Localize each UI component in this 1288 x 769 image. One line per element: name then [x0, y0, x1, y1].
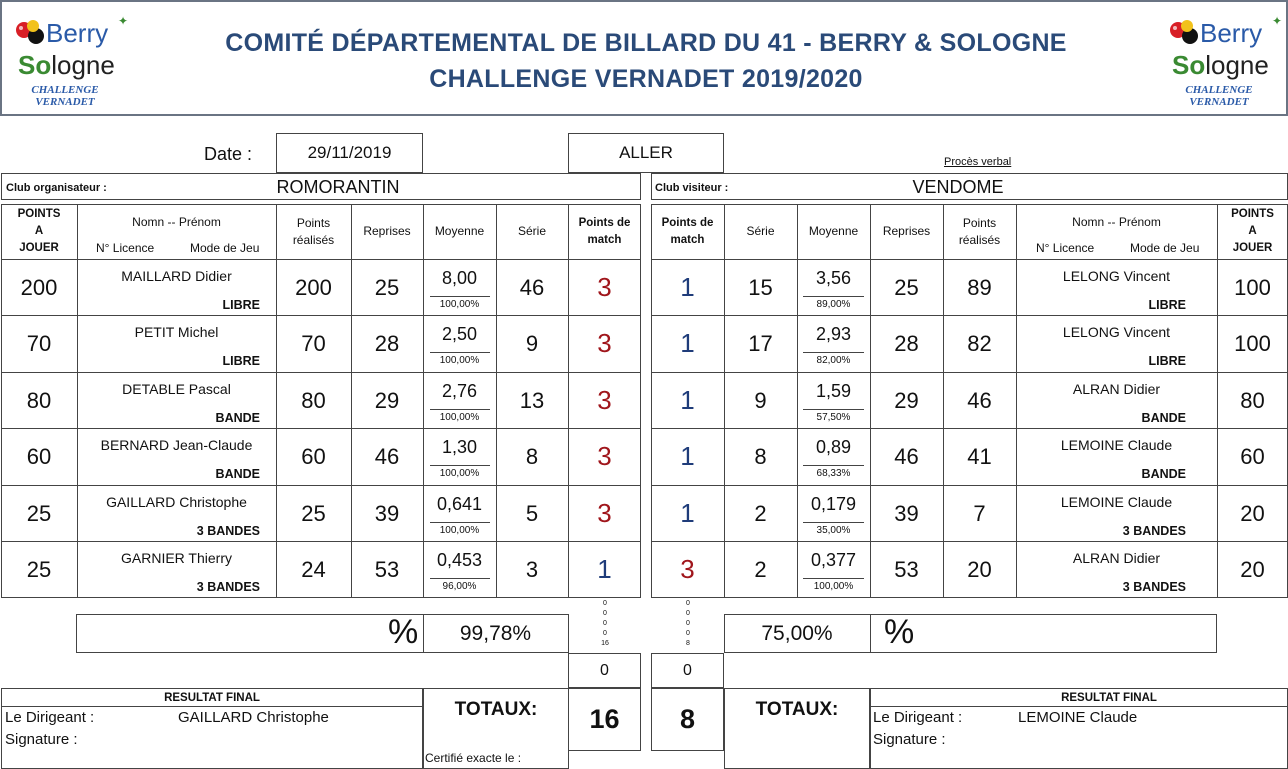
club-visiteur-label: Club visiteur :	[655, 182, 729, 194]
col-points-de-match-home: Points de match	[578, 216, 631, 246]
moyenne: 0,377	[810, 549, 857, 570]
proces-verbal-link[interactable]: Procès verbal	[944, 156, 1012, 168]
home-tiny-value: 0	[603, 600, 607, 607]
points-a-jouer: 20	[1240, 500, 1265, 526]
club-visiteur-row	[651, 173, 1288, 200]
points-realises: 20	[967, 556, 992, 582]
serie: 8	[754, 443, 767, 469]
serie: 17	[748, 330, 773, 356]
serie: 8	[525, 443, 539, 469]
points-de-match: 1	[680, 441, 695, 471]
reprises: 53	[894, 556, 919, 582]
col-points-a-jouer-home: POINTS A JOUER	[17, 208, 61, 254]
moyenne-pct: 100,00%	[813, 581, 854, 592]
col-serie-away: Série	[746, 224, 775, 238]
date-field: 29/11/2019	[276, 133, 423, 173]
moyenne: 0,179	[810, 493, 857, 514]
mode-de-jeu: BANDE	[1141, 411, 1186, 425]
points-de-match: 3	[597, 498, 612, 528]
club-visiteur-name: VENDOME	[912, 177, 1004, 197]
points-a-jouer: 100	[1234, 330, 1271, 356]
away-totaux-label: TOTAUX:	[755, 699, 839, 720]
player-name: BERNARD Jean-Claude	[100, 437, 253, 453]
moyenne: 1,30	[441, 436, 478, 457]
moyenne: 3,56	[815, 267, 852, 288]
home-tiny-value: 0	[603, 610, 607, 617]
points-realises: 60	[301, 443, 326, 469]
moyenne-pct: 68,33%	[816, 468, 851, 479]
points-realises: 46	[967, 387, 992, 413]
logo-sparkle-icon: ✦	[1272, 14, 1283, 28]
reprises: 46	[374, 443, 400, 469]
club-organisateur-name: ROMORANTIN	[276, 177, 400, 197]
away-pct-sign: %	[884, 613, 915, 651]
away-signature-label: Signature :	[873, 731, 946, 748]
reprises: 25	[374, 274, 400, 300]
moyenne-pct: 96,00%	[442, 581, 477, 592]
serie: 2	[754, 556, 767, 582]
mode-de-jeu: BANDE	[215, 467, 260, 481]
serie: 9	[525, 330, 539, 356]
page-title: COMITÉ DÉPARTEMENTAL DE BILLARD DU 41 - BERRY & SOLOGNE	[225, 29, 1067, 57]
moyenne: 0,453	[436, 549, 483, 570]
mode-de-jeu: LIBRE	[1148, 298, 1186, 312]
points-de-match: 1	[680, 498, 695, 528]
reprises: 39	[374, 500, 400, 526]
player-name: MAILLARD Didier	[121, 268, 232, 284]
home-signature-label: Signature :	[5, 731, 78, 748]
points-a-jouer: 80	[1240, 387, 1265, 413]
reprises: 28	[374, 330, 400, 356]
moyenne-pct: 100,00%	[439, 468, 480, 479]
home-dirigeant-name: GAILLARD Christophe	[178, 709, 329, 726]
mode-de-jeu: BANDE	[1141, 467, 1186, 481]
moyenne: 2,50	[441, 323, 478, 344]
mode-de-jeu: 3 BANDES	[1122, 580, 1186, 594]
logo-berry-text: Berry	[46, 18, 109, 48]
points-de-match: 1	[680, 385, 695, 415]
home-total: 16	[568, 688, 641, 751]
moyenne: 8,00	[441, 267, 478, 288]
col-mode-home: Mode de Jeu	[190, 241, 260, 255]
home-zero-cell: 0	[568, 653, 641, 688]
points-a-jouer: 70	[26, 330, 52, 356]
col-nom-prenom-home: Nomn -- Prénom	[132, 215, 221, 229]
reprises: 39	[894, 500, 919, 526]
home-tiny-value: 16	[601, 640, 609, 647]
player-name: LELONG Vincent	[1062, 324, 1171, 340]
moyenne-pct: 100,00%	[439, 525, 480, 536]
points-a-jouer: 200	[20, 274, 58, 300]
col-mode-away: Mode de Jeu	[1130, 241, 1200, 255]
moyenne-pct: 35,00%	[816, 525, 851, 536]
page-subtitle: CHALLENGE VERNADET 2019/2020	[429, 65, 863, 93]
away-total: 8	[651, 688, 724, 751]
serie: 9	[754, 387, 767, 413]
points-de-match: 3	[680, 554, 695, 584]
away-average-pct: 75,00%	[761, 621, 833, 645]
club-organisateur-label: Club organisateur :	[6, 182, 107, 194]
points-de-match: 1	[597, 554, 612, 584]
player-name: GAILLARD Christophe	[106, 494, 247, 510]
col-points-de-match-away: Points de match	[661, 216, 714, 246]
player-name: LEMOINE Claude	[1060, 494, 1173, 510]
away-tiny-value: 0	[686, 630, 690, 637]
points-a-jouer: 60	[26, 443, 52, 469]
logo-challenge-text: CHALLENGE VERNADET	[31, 84, 99, 108]
points-de-match: 1	[680, 328, 695, 358]
reprises: 53	[374, 556, 400, 582]
club-organisateur-row	[1, 173, 641, 200]
home-dirigeant-label: Le Dirigeant :	[5, 709, 95, 726]
mode-de-jeu: 3 BANDES	[1122, 524, 1186, 538]
moyenne-pct: 100,00%	[439, 412, 480, 423]
logo-sologne-text: Sologne	[18, 50, 115, 80]
reprises: 46	[894, 443, 919, 469]
col-reprises-home: Reprises	[363, 224, 411, 238]
home-average-pct: 99,78%	[459, 621, 532, 645]
player-name: LEMOINE Claude	[1060, 437, 1173, 453]
points-a-jouer: 20	[1240, 556, 1265, 582]
points-realises: 80	[301, 387, 326, 413]
player-name: ALRAN Didier	[1072, 381, 1161, 397]
reprises: 29	[894, 387, 919, 413]
mode-de-jeu: 3 BANDES	[196, 580, 260, 594]
away-tiny-value: 8	[686, 640, 690, 647]
player-name: GARNIER Thierry	[121, 550, 232, 566]
moyenne: 0,89	[815, 436, 852, 457]
points-a-jouer: 100	[1234, 274, 1271, 300]
mode-de-jeu: 3 BANDES	[196, 524, 260, 538]
col-licence-away: N° Licence	[1036, 241, 1095, 255]
serie: 15	[748, 274, 773, 300]
player-name: LELONG Vincent	[1062, 268, 1171, 284]
home-tiny-value: 0	[603, 620, 607, 627]
col-nom-prenom-away: Nomn -- Prénom	[1072, 215, 1161, 229]
moyenne: 2,76	[441, 380, 478, 401]
away-tiny-value: 0	[686, 610, 690, 617]
col-points-a-jouer-away: POINTS A JOUER	[1231, 208, 1274, 254]
page-header	[0, 0, 1288, 116]
reprises: 25	[894, 274, 919, 300]
col-moyenne-home: Moyenne	[434, 224, 485, 238]
leg-field: ALLER	[568, 133, 724, 173]
moyenne: 2,93	[815, 323, 852, 344]
mode-de-jeu: BANDE	[215, 411, 260, 425]
logo-sologne-text: Sologne	[1172, 50, 1269, 80]
player-name: ALRAN Didier	[1072, 550, 1161, 566]
points-a-jouer: 60	[1240, 443, 1265, 469]
points-de-match: 3	[597, 272, 612, 302]
points-a-jouer: 25	[26, 556, 52, 582]
serie: 3	[525, 556, 539, 582]
moyenne: 1,59	[815, 380, 852, 401]
moyenne-pct: 100,00%	[439, 355, 480, 366]
moyenne-pct: 100,00%	[439, 299, 480, 310]
certifie-label: Certifié exacte le :	[425, 751, 522, 765]
points-realises: 70	[301, 330, 326, 356]
moyenne-pct: 57,50%	[816, 412, 851, 423]
away-dirigeant-label: Le Dirigeant :	[873, 709, 963, 726]
away-resultat-final-label: RESULTAT FINAL	[1061, 692, 1157, 704]
away-tiny-value: 0	[686, 600, 690, 607]
away-zero-cell: 0	[651, 653, 724, 688]
mode-de-jeu: LIBRE	[222, 354, 260, 368]
home-resultat-final-label: RESULTAT FINAL	[164, 692, 260, 704]
home-totaux-label: TOTAUX:	[454, 699, 538, 720]
logo-challenge-text: CHALLENGE VERNADET	[1185, 84, 1253, 108]
col-serie-home: Série	[517, 224, 546, 238]
points-de-match: 3	[597, 441, 612, 471]
logo-berry-text: Berry	[1200, 18, 1263, 48]
player-name: PETIT Michel	[134, 324, 219, 340]
billiard-balls-icon	[1168, 18, 1202, 48]
home-pct-sign: %	[388, 613, 419, 651]
points-a-jouer: 25	[26, 500, 52, 526]
points-de-match: 3	[597, 328, 612, 358]
mode-de-jeu: LIBRE	[222, 298, 260, 312]
col-moyenne-away: Moyenne	[808, 224, 859, 238]
points-de-match: 1	[680, 272, 695, 302]
date-label: Date :	[203, 143, 253, 164]
col-reprises-away: Reprises	[882, 224, 931, 238]
mode-de-jeu: LIBRE	[1148, 354, 1186, 368]
serie: 46	[519, 274, 545, 300]
away-tiny-value: 0	[686, 620, 690, 627]
points-realises: 82	[967, 330, 992, 356]
logo-sparkle-icon: ✦	[118, 14, 129, 28]
points-a-jouer: 80	[26, 387, 52, 413]
serie: 5	[525, 500, 539, 526]
serie: 13	[519, 387, 545, 413]
points-realises: 200	[295, 274, 332, 300]
col-points-realises-away: Points réalisés	[958, 215, 1001, 247]
points-realises: 89	[967, 274, 992, 300]
berry-sologne-logo-left	[10, 12, 130, 112]
points-de-match: 3	[597, 385, 612, 415]
col-points-realises-home: Points réalisés	[292, 215, 335, 247]
away-dirigeant-name: LEMOINE Claude	[1018, 709, 1138, 726]
moyenne-pct: 82,00%	[816, 355, 851, 366]
reprises: 29	[374, 387, 400, 413]
reprises: 28	[894, 330, 919, 356]
home-tiny-value: 0	[603, 630, 607, 637]
points-realises: 41	[967, 443, 992, 469]
moyenne: 0,641	[436, 493, 483, 514]
points-realises: 25	[301, 500, 326, 526]
points-realises: 24	[301, 556, 326, 582]
moyenne-pct: 89,00%	[816, 299, 851, 310]
berry-sologne-logo-right	[1164, 12, 1284, 112]
serie: 2	[754, 500, 767, 526]
col-licence-home: N° Licence	[96, 241, 155, 255]
player-name: DETABLE Pascal	[122, 381, 231, 397]
points-realises: 7	[973, 500, 986, 526]
